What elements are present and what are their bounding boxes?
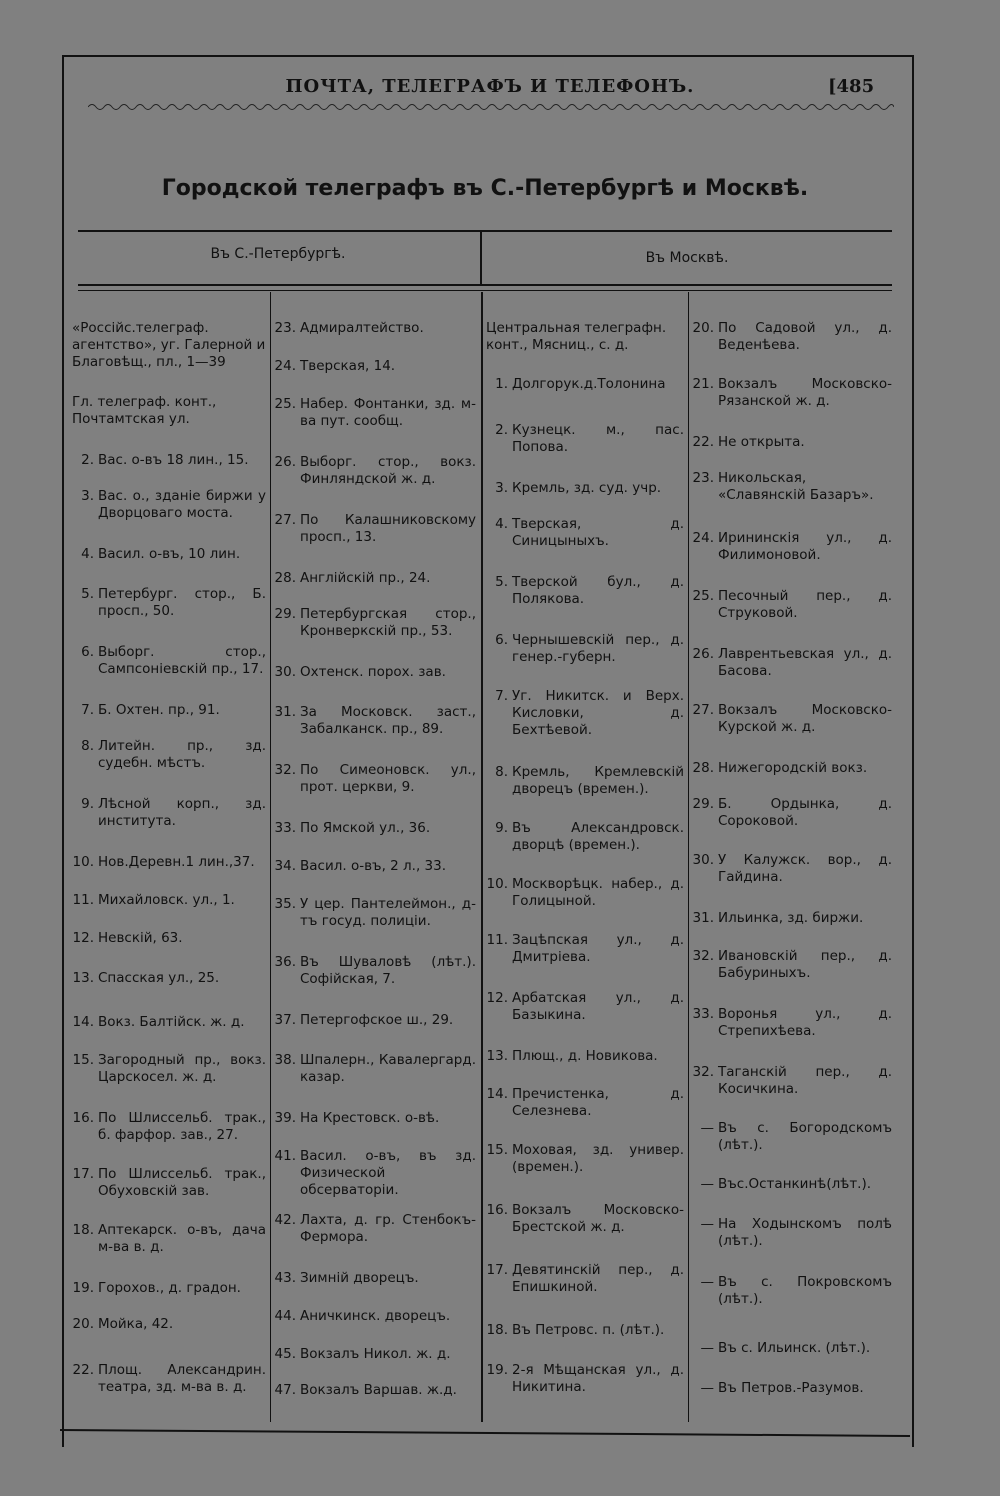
entry-text: Въ Петров.-Разумов.: [718, 1380, 864, 1396]
entry-text: Петергофское ш., 29.: [300, 1012, 454, 1028]
entry-number: 2.: [495, 422, 508, 438]
entry-text: Плющ., д. Новикова.: [512, 1048, 658, 1064]
entry-text: Воронья ул., д. Стрепихѣева.: [718, 1006, 892, 1039]
entry-number: 7.: [495, 688, 508, 704]
entry-number: 28.: [692, 760, 714, 776]
heading-rule-1: [78, 284, 892, 286]
entry-text: Литейн. пр., зд. судебн. мѣстъ.: [98, 738, 266, 771]
entry-number: 33.: [274, 820, 296, 836]
msk-column-heading: Въ Москвѣ.: [645, 250, 729, 266]
entry-number: 4.: [495, 516, 508, 532]
title-rule: [78, 230, 892, 232]
entry-number: 23.: [274, 320, 296, 336]
entry-text: Девятинскій пер., д. Епишкиной.: [512, 1262, 684, 1295]
entry-text: Невскій, 63.: [98, 930, 183, 946]
entry-text: Петербург. стор., Б. просп., 50.: [98, 586, 266, 619]
entry-text: Въ с. Богородскомъ (лѣт.).: [718, 1120, 892, 1153]
entry-text: По Ямской ул., 36.: [300, 820, 431, 836]
entry-text: У Калужск. вор., д. Гайдина.: [718, 852, 892, 885]
entry-number: —: [700, 1176, 714, 1192]
page-number: [485: [828, 76, 875, 97]
entry-text: Кремль, зд. суд. учр.: [512, 480, 662, 496]
entry-number: 17.: [72, 1166, 94, 1182]
entry-number: 16.: [72, 1110, 94, 1126]
entry-text: По Симеоновск. ул., прот. церкви, 9.: [300, 762, 476, 795]
entry-number: 42.: [274, 1212, 296, 1228]
entry-number: 41.: [274, 1148, 296, 1164]
entry-text: Площ. Александрин. театра, зд. м-ва в. д.: [98, 1362, 266, 1395]
entry-number: —: [700, 1120, 714, 1136]
heading-rule-2: [78, 290, 892, 291]
entry-number: 31.: [274, 704, 296, 720]
entry-text: Вас. о-въ 18 лин., 15.: [98, 452, 249, 468]
entry-text: Ильинка, зд. биржи.: [718, 910, 864, 926]
entry-text: За Московск. заст., Забалканск. пр., 89.: [300, 704, 476, 737]
entry-text: На Ходынскомъ полѣ (лѣт.).: [718, 1216, 892, 1249]
entry-number: 9.: [81, 796, 94, 812]
column-divider-3: [688, 292, 689, 1422]
entry-number: 19.: [72, 1280, 94, 1296]
entry-number: 16.: [486, 1202, 508, 1218]
entry-number: 45.: [274, 1346, 296, 1362]
entry-number: 3.: [495, 480, 508, 496]
entry-text: По Шлиссельб. трак., Обуховскій зав.: [98, 1166, 266, 1199]
entry-text: Никольская, «Славянскій Базаръ».: [718, 470, 874, 503]
entry-text: Лахта, д. гр. Стенбокъ-Фермора.: [300, 1212, 476, 1245]
entry-text: Лѣсной корп., зд. института.: [98, 796, 266, 829]
entry-number: 27.: [274, 512, 296, 528]
entry-number: 39.: [274, 1110, 296, 1126]
running-header: ПОЧТА, ТЕЛЕГРАФЪ И ТЕЛЕФОНЪ.: [285, 76, 695, 97]
entry-number: 29.: [692, 796, 714, 812]
entry-text: Охтенск. порох. зав.: [300, 664, 446, 680]
entry-number: 8.: [81, 738, 94, 754]
entry-text: Вокз. Балтійск. ж. д.: [98, 1014, 245, 1030]
column-divider-1: [270, 292, 271, 1422]
entry-number: 14.: [486, 1086, 508, 1102]
entry-number: 7.: [81, 702, 94, 718]
entry-text: Б. Охтен. пр., 91.: [98, 702, 220, 718]
entry-number: 33.: [692, 1006, 714, 1022]
entry-number: 24.: [692, 530, 714, 546]
entry-number: 10.: [486, 876, 508, 892]
entry-number: 36.: [274, 954, 296, 970]
entry-number: —: [700, 1274, 714, 1290]
entry-number: 38.: [274, 1052, 296, 1068]
entry-text: Пречистенка, д. Селезнева.: [512, 1086, 684, 1119]
entry-number: 47.: [274, 1382, 296, 1398]
entry-text: Васил. о-въ, 2 л., 33.: [300, 858, 447, 874]
entry-number: 32.: [692, 1064, 714, 1080]
entry-text: Аничкинск. дворецъ.: [300, 1308, 451, 1324]
entry-text: Тверская, д. Синицыныхъ.: [512, 516, 684, 549]
entry-text: Зацѣпская ул., д. Дмитріева.: [512, 932, 684, 965]
entry-number: 30.: [692, 852, 714, 868]
entry-text: Нижегородскій вокз.: [718, 760, 868, 776]
entry-text: Васил. о-въ, 10 лин.: [98, 546, 241, 562]
entry-number: 6.: [81, 644, 94, 660]
page-title: Городской телеграфъ въ С.-Петербургѣ и Москвѣ.: [161, 176, 809, 201]
entry-text: Тверской бул., д. Полякова.: [512, 574, 684, 607]
entry-text: Центральная телеграфн. конт., Мясниц., с. д.: [486, 320, 667, 353]
entry-text: По Калашниковскому просп., 13.: [300, 512, 476, 545]
entry-number: 32.: [692, 948, 714, 964]
entry-text: Тверская, 14.: [300, 358, 396, 374]
entry-text: Выборг. стор., Сампсоніевскій пр., 17.: [98, 644, 266, 677]
entry-text: Песочный пер., д. Струковой.: [718, 588, 892, 621]
entry-text: Вокзалъ Московско-Курской ж. д.: [718, 702, 892, 735]
entry-number: 10.: [72, 854, 94, 870]
entry-number: —: [700, 1340, 714, 1356]
entry-number: 6.: [495, 632, 508, 648]
entry-number: 31.: [692, 910, 714, 926]
entry-number: 15.: [486, 1142, 508, 1158]
entry-text: Нов.Деревн.1 лин.,37.: [98, 854, 255, 870]
heading-divider: [480, 232, 482, 284]
entry-text: Вокзалъ Варшав. ж.д.: [300, 1382, 457, 1398]
entry-text: Въ с. Покровскомъ (лѣт.).: [718, 1274, 892, 1307]
entry-text: Лаврентьевская ул., д. Басова.: [718, 646, 892, 679]
entry-text: Михайловск. ул., 1.: [98, 892, 235, 908]
entry-text: Въ с. Ильинск. (лѣт.).: [718, 1340, 871, 1356]
entry-text: Аптекарск. о-въ, дача м-ва в. д.: [98, 1222, 266, 1255]
entry-text: Горохов., д. градон.: [98, 1280, 241, 1296]
entry-text: Зимній дворецъ.: [300, 1270, 419, 1286]
entry-number: 13.: [486, 1048, 508, 1064]
entry-number: 9.: [495, 820, 508, 836]
entry-number: 43.: [274, 1270, 296, 1286]
entry-number: 11.: [72, 892, 94, 908]
entry-number: 32.: [274, 762, 296, 778]
entry-number: 4.: [81, 546, 94, 562]
entry-number: 19.: [486, 1362, 508, 1378]
entry-text: Арбатская ул., д. Базыкина.: [512, 990, 684, 1023]
entry-number: 28.: [274, 570, 296, 586]
entry-text: Ирининскія ул., д. Филимоновой.: [718, 530, 892, 563]
entry-number: 8.: [495, 764, 508, 780]
entry-text: Въ Петровс. п. (лѣт.).: [512, 1322, 665, 1338]
entry-number: 12.: [486, 990, 508, 1006]
entry-text: Шпалерн., Кавалергард. казар.: [300, 1052, 476, 1085]
entry-text: Петербургская стор., Кронверкскій пр., 53.: [300, 606, 476, 639]
entry-number: 29.: [274, 606, 296, 622]
entry-number: 30.: [274, 664, 296, 680]
entry-text: У цер. Пантелеймон., д-тъ госуд. полиціи.: [300, 896, 476, 929]
entry-text: 2-я Мѣщанская ул., д. Никитина.: [512, 1362, 684, 1395]
entry-number: 13.: [72, 970, 94, 986]
entry-number: 26.: [274, 454, 296, 470]
entry-number: 44.: [274, 1308, 296, 1324]
decorative-wavy-rule: [88, 100, 894, 114]
entry-text: «Россійс.телеграф. агентство», уг. Галерной и Благовѣщ., пл., 1—39: [72, 320, 266, 370]
entry-text: Б. Ордынка, д. Сороковой.: [718, 796, 892, 829]
entry-number: 5.: [81, 586, 94, 602]
entry-text: Загородный пр., вокз. Царскосел. ж. д.: [98, 1052, 266, 1085]
entry-number: —: [700, 1216, 714, 1232]
entry-text: Не открыта.: [718, 434, 805, 450]
entry-number: 17.: [486, 1262, 508, 1278]
entry-text: Долгорук.д.Толонина: [512, 376, 666, 392]
entry-text: Уг. Никитск. и Верх. Кисловки, д. Бехтѣевой.: [512, 688, 684, 738]
entry-number: 34.: [274, 858, 296, 874]
entry-text: На Крестовск. о-вѣ.: [300, 1110, 440, 1126]
entry-number: 22.: [72, 1362, 94, 1378]
entry-text: По Шлиссельб. трак., б. фарфор. зав., 27.: [98, 1110, 266, 1143]
entry-text: Англійскій пр., 24.: [300, 570, 431, 586]
column-divider-2: [481, 292, 483, 1422]
entry-text: Москворѣцк. набер., д. Голицыной.: [512, 876, 684, 909]
entry-number: 1.: [495, 376, 508, 392]
entry-text: Ивановскій пер., д. Бабуриныхъ.: [718, 948, 892, 981]
entry-text: Кремль, Кремлевскій дворецъ (времен.).: [512, 764, 684, 797]
entry-text: Вас. о., зданіе биржи у Дворцоваго моста.: [98, 488, 266, 521]
entry-number: 18.: [72, 1222, 94, 1238]
entry-number: —: [700, 1380, 714, 1396]
entry-text: Мойка, 42.: [98, 1316, 174, 1332]
entry-text: Адмиралтейство.: [300, 320, 424, 336]
entry-text: Гл. телеграф. конт., Почтамтская ул.: [72, 394, 217, 427]
entry-number: 2.: [81, 452, 94, 468]
entry-text: Чернышевскій пер., д. генер.-губерн.: [512, 632, 684, 665]
entry-number: 12.: [72, 930, 94, 946]
spb-column-heading: Въ С.-Петербургѣ.: [210, 246, 346, 262]
entry-number: 27.: [692, 702, 714, 718]
entry-number: 24.: [274, 358, 296, 374]
entry-number: 3.: [81, 488, 94, 504]
entry-number: 20.: [692, 320, 714, 336]
entry-text: Васил. о-въ, въ зд. Физической обсерваторіи.: [300, 1148, 476, 1198]
entry-text: Въс.Останкинѣ(лѣт.).: [718, 1176, 872, 1192]
entry-text: Набер. Фонтанки, зд. м-ва пут. сообщ.: [300, 396, 476, 429]
entry-text: Моховая, зд. универ. (времен.).: [512, 1142, 684, 1175]
entry-number: 22.: [692, 434, 714, 450]
entry-number: 25.: [692, 588, 714, 604]
entry-text: Таганскій пер., д. Косичкина.: [718, 1064, 892, 1097]
entry-number: 35.: [274, 896, 296, 912]
entry-text: Кузнецк. м., пас. Попова.: [512, 422, 684, 455]
entry-text: Выборг. стор., вокз. Финляндской ж. д.: [300, 454, 476, 487]
entry-number: 25.: [274, 396, 296, 412]
entry-text: Вокзалъ Московско-Рязанской ж. д.: [718, 376, 892, 409]
entry-number: 26.: [692, 646, 714, 662]
entry-number: 21.: [692, 376, 714, 392]
entry-text: Вокзалъ Никол. ж. д.: [300, 1346, 451, 1362]
entry-text: Вокзалъ Московско-Брестской ж. д.: [512, 1202, 684, 1235]
entry-text: По Садовой ул., д. Веденѣева.: [718, 320, 892, 353]
entry-text: Спасская ул., 25.: [98, 970, 220, 986]
entry-number: 11.: [486, 932, 508, 948]
entry-number: 14.: [72, 1014, 94, 1030]
entry-text: Въ Александровск. дворцѣ (времен.).: [512, 820, 684, 853]
entry-number: 20.: [72, 1316, 94, 1332]
entry-number: 37.: [274, 1012, 296, 1028]
entry-number: 5.: [495, 574, 508, 590]
entry-number: 15.: [72, 1052, 94, 1068]
entry-number: 18.: [486, 1322, 508, 1338]
entry-text: Въ Шуваловѣ (лѣт.). Софійская, 7.: [300, 954, 476, 987]
entry-number: 23.: [692, 470, 714, 486]
